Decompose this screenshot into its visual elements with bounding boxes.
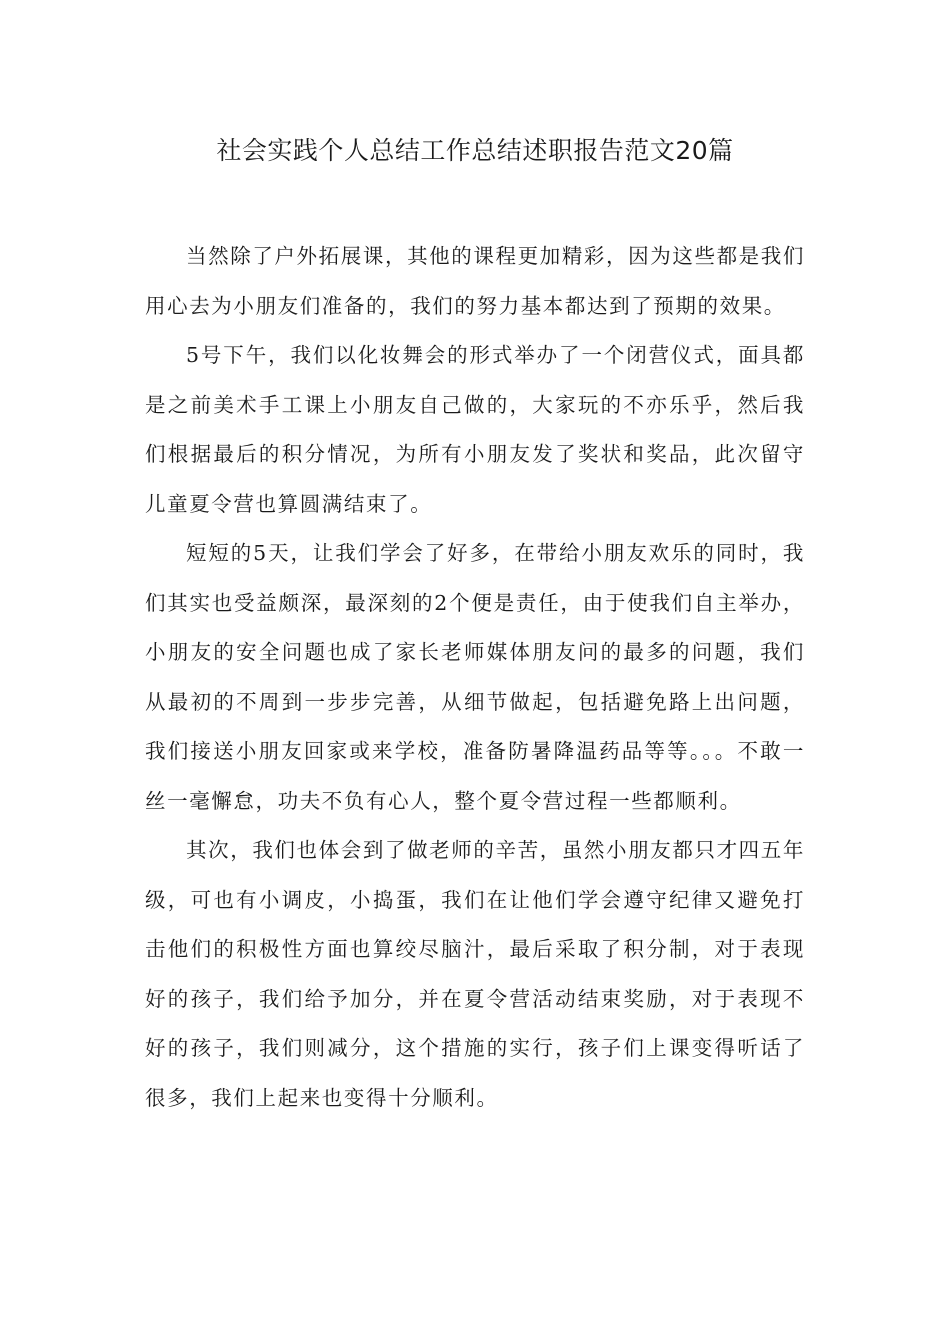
paragraph-2: 5号下午，我们以化妆舞会的形式举办了一个闭营仪式，面具都是之前美术手工课上小朋友自己做的，大家玩的不亦乐乎，然后我们根据最后的积分情况，为所有小朋友发了奖状和奖品，此次留守儿童夏令营也算圆满结束了。 [145, 343, 805, 516]
document-body [145, 232, 805, 1123]
document-title: 社会实践个人总结工作总结述职报告范文20篇 [216, 136, 734, 165]
paragraph-1: 当然除了户外拓展课，其他的课程更加精彩，因为这些都是我们用心去为小朋友们准备的，我们的努力基本都达到了预期的效果。 [145, 244, 805, 318]
paragraph-3: 短短的5天，让我们学会了好多，在带给小朋友欢乐的同时，我们其实也受益颇深，最深刻的2个便是责任，由于使我们自主举办，小朋友的安全问题也成了家长老师媒体朋友问的最多的问题，我们从最初的不周到一步步完善，从细节做起，包括避免路上出问题，我们接送小朋友回家或来学校，准备防暑降温药品等等。。。不敢一丝一毫懈怠，功夫不负有心人，整个夏令营过程一些都顺利。 [145, 541, 805, 813]
paragraph-4: 其次，我们也体会到了做老师的辛苦，虽然小朋友都只才四五年级，可也有小调皮，小捣蛋，我们在让他们学会遵守纪律又避免打击他们的积极性方面也算绞尽脑汁，最后采取了积分制，对于表现好的孩子，我们给予加分，并在夏令营活动结束奖励，对于表现不好的孩子，我们则减分，这个措施的实行，孩子们上课变得听话了很多，我们上起来也变得十分顺利。 [145, 838, 805, 1110]
